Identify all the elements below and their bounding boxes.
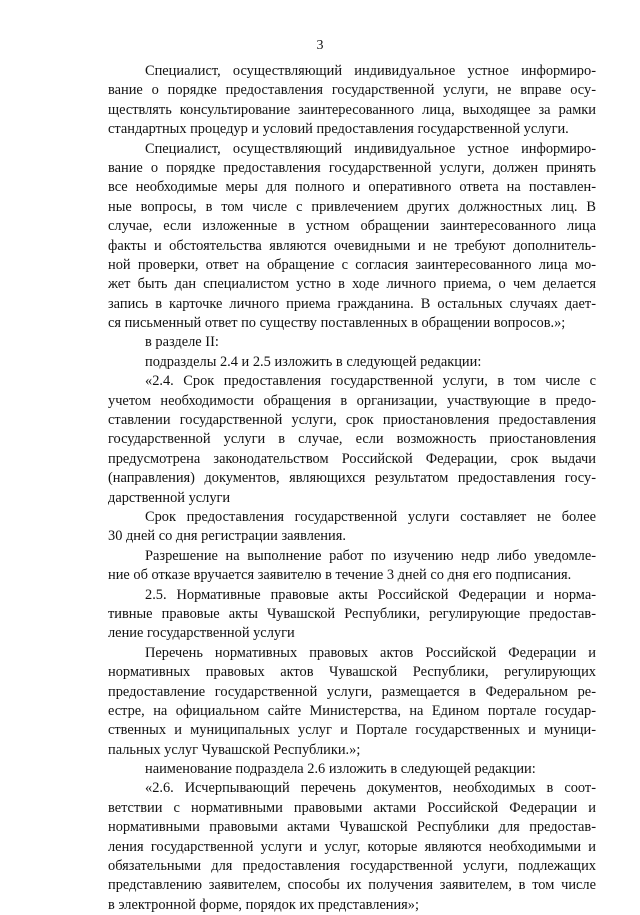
text-line: нормативных правовых актов Чувашской Республики, регулирующих: [108, 664, 596, 681]
text-line: случае, если изложенные в устном обращении заинтересованного лица: [108, 218, 596, 235]
text-line: в разделе II:: [145, 334, 219, 351]
text-line: ление государственной услуги: [108, 625, 295, 642]
text-line: запись в карточке личного приема гражданина. В остальных случаях дает-: [108, 295, 596, 312]
page-number: 3: [316, 38, 324, 53]
text-line: дарственной услуги: [108, 489, 231, 506]
text-line: пальных услуг Чувашской Республики.»;: [108, 741, 361, 758]
text-line: ся письменный ответ по существу поставленных в обращении вопросов.»;: [108, 315, 566, 332]
text-line: (направления) документов, являющихся результатом предоставления госу-: [108, 470, 596, 487]
text-line: ществлять консультирование заинтересованного лица, выходящее за рамки: [108, 101, 596, 118]
text-line: Перечень нормативных правовых актов Российской Федерации и: [145, 644, 596, 661]
text-line: Срок предоставления государственной услуги составляет не более: [145, 508, 596, 525]
text-line: предусмотрена законодательством Российской Федерации, срок выдачи: [108, 450, 596, 467]
text-line: ной проверки, ответ на обращение с согласия заинтересованного лица мо-: [108, 256, 596, 273]
text-line: ставлении государственной услуги, срок приостановления предоставления: [108, 412, 596, 429]
text-line: «2.4. Срок предоставления государственной услуги, в том числе с: [145, 373, 596, 390]
text-line: жет быть дан специалистом устно в ходе личного приема, о чем делается: [108, 276, 596, 293]
text-line: в электронной форме, порядок их представления»;: [108, 896, 419, 913]
text-line: государственной услуги в случае, если возможность приостановления: [108, 431, 596, 448]
text-line: представлению заявителем, способы их получения заявителем, в том числе: [108, 877, 596, 894]
text-line: ние об отказе вручается заявителю в течение 3 дней со дня его подписания.: [108, 567, 572, 584]
text-line: естре, на официальном сайте Министерства, на Едином портале государ-: [108, 702, 596, 719]
text-line: учетом необходимости обращения в организации, участвующие в предо-: [108, 392, 596, 409]
text-line: нормативными правовыми актами Чувашской Республики для предостав-: [108, 819, 596, 836]
text-line: 2.5. Нормативные правовые акты Российской Федерации и норма-: [145, 586, 596, 603]
text-line: предоставление государственной услуги, размещается в Федеральном ре-: [108, 683, 596, 700]
text-line: факты и обстоятельства являются очевидными и не требуют дополнитель-: [108, 237, 596, 254]
text-line: подразделы 2.4 и 2.5 изложить в следующей редакции:: [145, 353, 482, 370]
text-line: наименование подраздела 2.6 изложить в следующей редакции:: [145, 761, 536, 778]
text-line: тивные правовые акты Чувашской Республики, регулирующие предостав-: [108, 605, 596, 622]
text-line: все необходимые меры для полного и оперативного ответа на поставлен-: [108, 179, 596, 196]
text-line: ветствии с нормативными правовыми актами Российской Федерации и: [108, 799, 596, 816]
text-line: Специалист, осуществляющий индивидуальное устное информиро-: [145, 140, 596, 157]
text-line: Специалист, осуществляющий индивидуальное устное информиро-: [145, 63, 596, 79]
text-line: «2.6. Исчерпывающий перечень документов, необходимых в соот-: [145, 780, 596, 797]
text-line: вание о порядке предоставления государственной услуги, не вправе осу-: [108, 82, 596, 99]
text-line: ственных и муниципальных услуг и Портале государственных и муници-: [108, 722, 596, 739]
text-line: Разрешение на выполнение работ по изучению недр либо уведомле-: [145, 547, 596, 564]
text-line: обязательными для предоставления государственной услуги, подлежащих: [108, 858, 596, 875]
document-body: [108, 62, 596, 915]
text-line: 30 дней со дня регистрации заявления.: [108, 528, 346, 545]
text-line: вание о порядке предоставления государственной услуги, должен принять: [108, 159, 596, 176]
text-line: стандартных процедур и условий предоставления государственной услуги.: [108, 121, 569, 138]
text-line: ные вопросы, в том числе с привлечением других должностных лиц. В: [108, 198, 596, 215]
text-line: ления государственной услуги и услуг, которые являются необходимыми и: [108, 838, 596, 855]
